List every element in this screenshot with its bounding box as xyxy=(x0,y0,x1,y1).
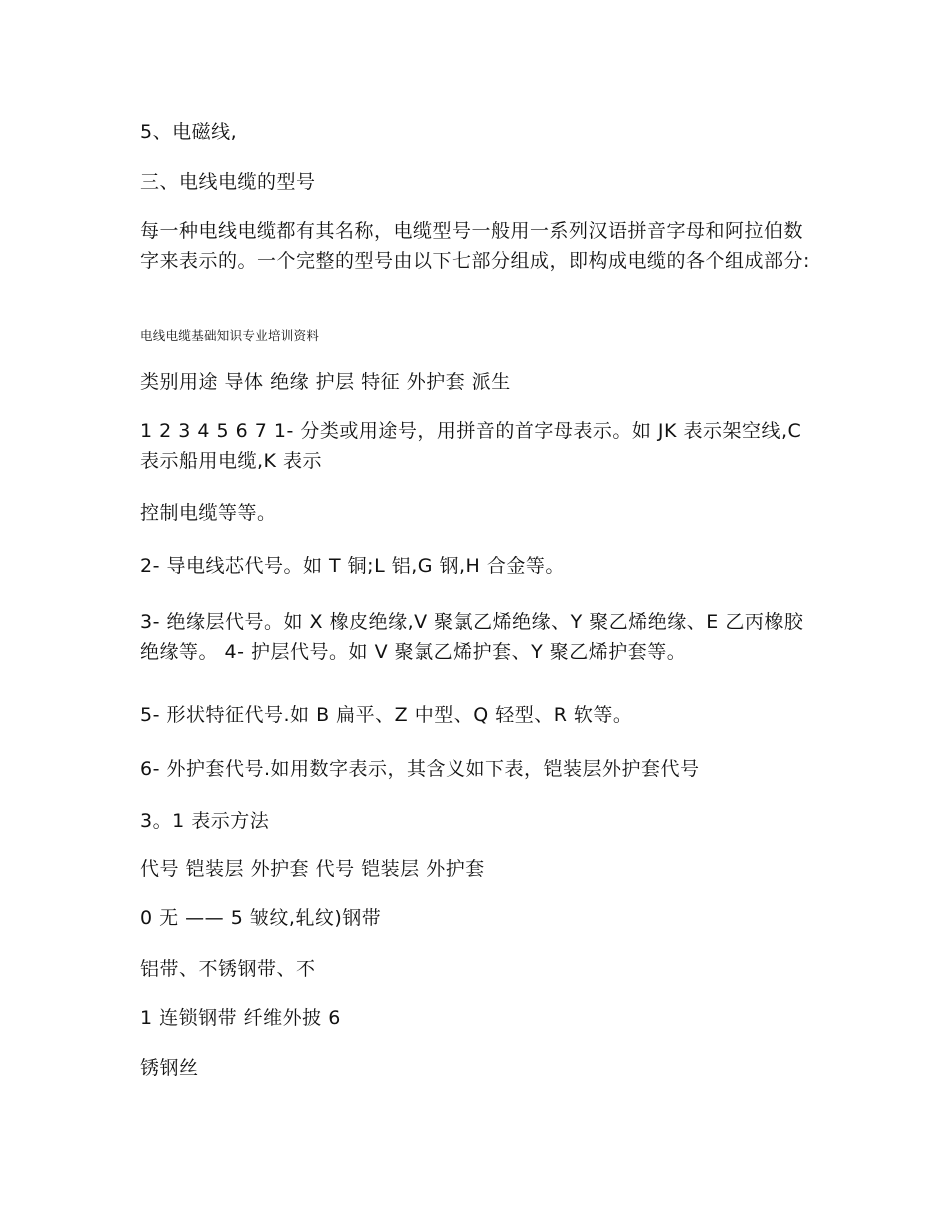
paragraph-part-5: 5- 形状特征代号.如 B 扁平、Z 中型、Q 轻型、R 软等。 xyxy=(140,704,633,726)
paragraph-part-1: 1 2 3 4 5 6 7 1- 分类或用途号，用拼音的首字母表示。如 JK 表示架空线,C 表示船用电缆,K 表示 xyxy=(140,420,802,472)
paragraph-part-1-continued: 控制电缆等等。 xyxy=(140,502,277,524)
paragraph-model-intro: 每一种电线电缆都有其名称，电缆型号一般用一系列汉语拼音字母和阿拉伯数字来表示的。一个完整的型号由以下七部分组成，即构成电缆的各个组成部分: xyxy=(140,220,810,272)
paragraph-part-6: 6- 外护套代号.如用数字表示，其含义如下表，铠装层外护套代号 xyxy=(140,758,700,780)
table-row: 0 无 —— 5 皱纹,轧纹)钢带 xyxy=(140,907,382,929)
running-header: 电线电缆基础知识专业培训资料 xyxy=(140,328,320,343)
table-header-row: 代号 铠装层 外护套 代号 铠装层 外护套 xyxy=(140,858,485,880)
list-item-electromagnetic-wire: 5、电磁线, xyxy=(140,121,238,143)
paragraph-part-3-4: 3- 绝缘层代号。如 X 橡皮绝缘,V 聚氯乙烯绝缘、Y 聚乙烯绝缘、E 乙丙橡胶绝缘等。 4- 护层代号。如 V 聚氯乙烯护套、Y 聚乙烯护套等。 xyxy=(140,611,804,663)
section-heading-cable-model: 三、电线电缆的型号 xyxy=(140,171,316,193)
subsection-heading: 3。1 表示方法 xyxy=(140,810,270,832)
paragraph-part-2: 2- 导电线芯代号。如 T 铜;L 铝,G 钢,H 合金等。 xyxy=(140,555,565,577)
model-parts-labels: 类别用途 导体 绝缘 护层 特征 外护套 派生 xyxy=(140,371,511,393)
table-row: 铝带、不锈钢带、不 xyxy=(140,958,316,980)
table-row: 1 连锁钢带 纤维外披 6 xyxy=(140,1007,341,1029)
table-row: 锈钢丝 xyxy=(140,1057,199,1079)
